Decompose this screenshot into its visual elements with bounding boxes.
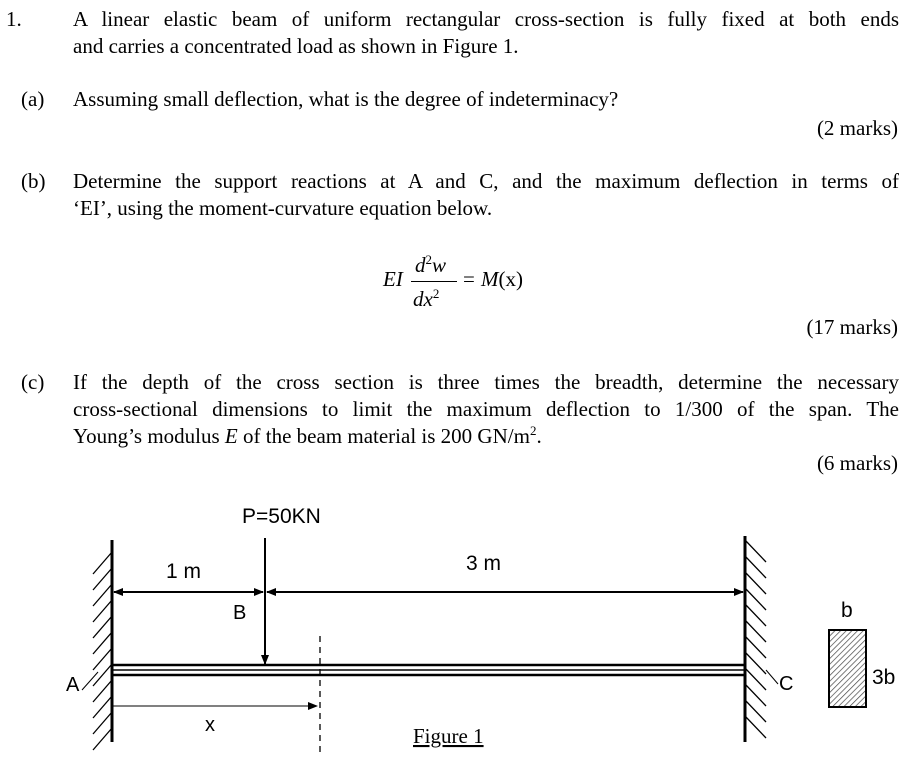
part-c-l3-symbol: E [224, 424, 238, 448]
leader-a [82, 672, 98, 690]
eq-num-d: d [415, 253, 426, 277]
part-c-l3-end: . [536, 424, 542, 448]
eq-equals: = [463, 267, 475, 291]
dim-left-label: 1 m [166, 560, 202, 583]
figure-caption: Figure 1 [413, 724, 484, 748]
left-fixed-support [93, 540, 112, 750]
eq-num-exp: 2 [425, 252, 432, 267]
dim-right-label: 3 m [466, 552, 502, 575]
section-depth-label: 3b [872, 666, 896, 689]
part-c-l3-prefix: Young’s modulus [73, 424, 225, 448]
cross-section-rect [829, 630, 866, 707]
x-label: x [205, 714, 215, 736]
part-a-text: Assuming small deflection, what is the degree of indeterminacy? [73, 87, 619, 111]
question-number: 1. [6, 7, 22, 31]
part-b-line-2: ‘EI’, using the moment-curvature equation below. [73, 196, 493, 220]
eq-den-exp: 2 [432, 286, 440, 301]
eq-ei: EI [383, 267, 403, 291]
part-c-label: (c) [21, 370, 45, 394]
eq-rhs-arg: (x) [498, 267, 523, 291]
intro-line-2: and carries a concentrated load as shown in Figure 1. [73, 34, 519, 58]
point-a-label: A [66, 674, 80, 696]
point-c-label: C [779, 673, 794, 695]
eq-rhs-m: M [481, 267, 499, 291]
intro-line-1: A linear elastic beam of uniform rectangular cross-section is fully fixed at both ends [73, 7, 899, 31]
part-c-line-2: cross-sectional dimensions to limit the maximum deflection to 1/300 of the span. The [73, 397, 899, 421]
section-breadth-label: b [841, 599, 853, 622]
part-b-marks: (17 marks) [806, 315, 898, 339]
part-c-marks: (6 marks) [816, 451, 898, 475]
part-b-line-1: Determine the support reactions at A and C, and the maximum deflection in terms of [73, 169, 899, 193]
eq-num-w: w [432, 253, 447, 277]
part-c-l3-suffix: of the beam material is 200 GN/m [237, 424, 530, 448]
part-c-l3-sup: 2 [529, 423, 537, 438]
part-a-label: (a) [21, 87, 45, 111]
part-a-marks: (2 marks) [816, 116, 898, 140]
point-b-label: B [233, 602, 247, 624]
load-label: P=50KN [242, 505, 321, 528]
leader-c [766, 670, 778, 684]
part-c-line-1: If the depth of the cross section is three times the breadth, determine the necessary [73, 370, 899, 394]
eq-den-dx: dx [413, 287, 433, 311]
part-b-label: (b) [21, 169, 46, 193]
right-fixed-support [745, 536, 766, 742]
beam [112, 665, 745, 675]
